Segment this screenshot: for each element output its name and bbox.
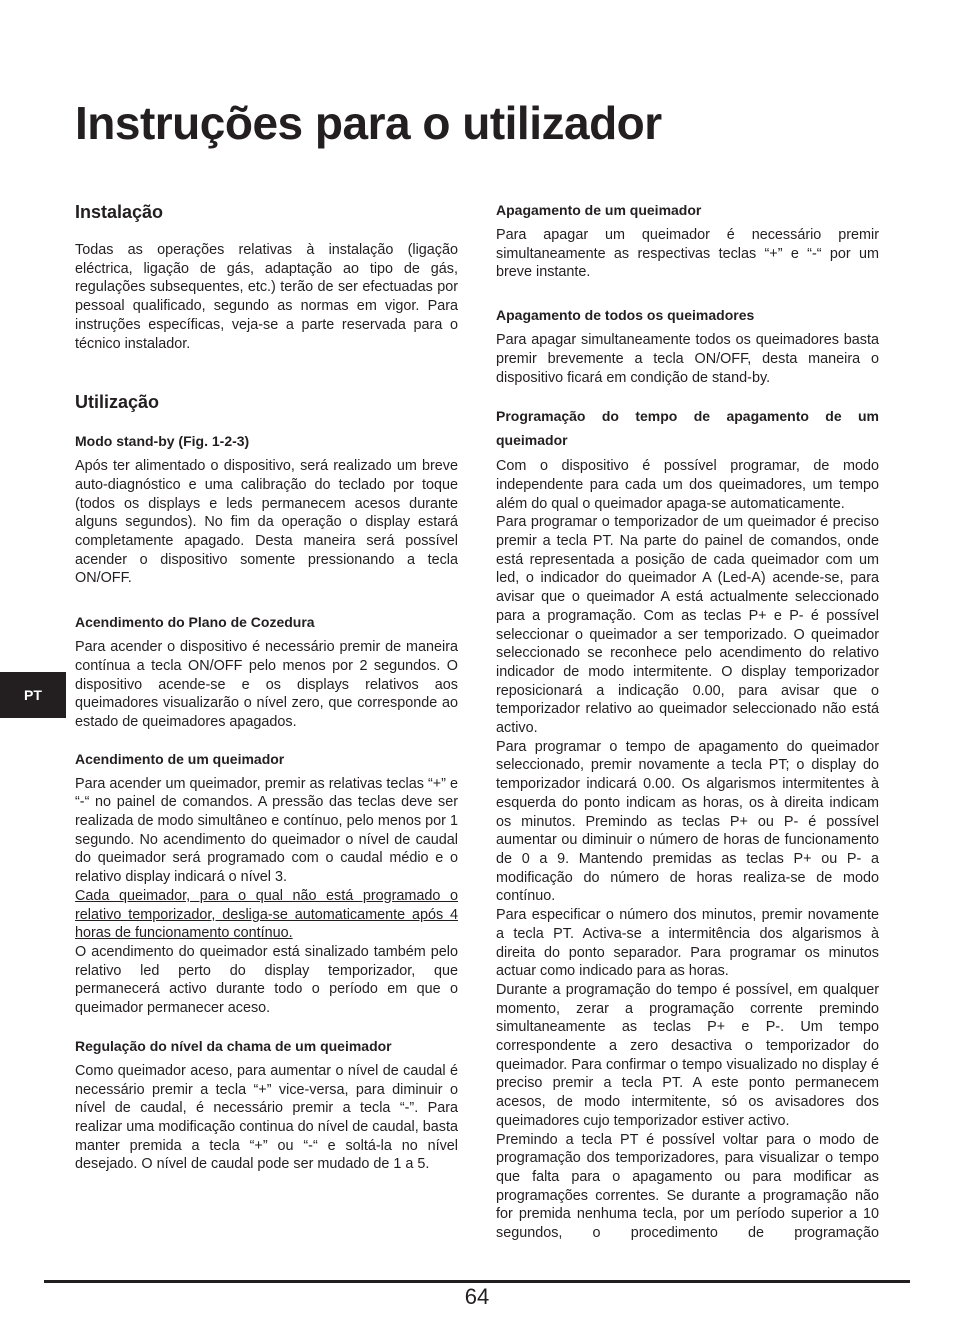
programacao-p5: Durante a programação do tempo é possível, em qualquer momento, zerar a programação corrente premindo simultaneamente as teclas P+ e P-. Um tempo correspondente a zero desactiva o temporizador do queimador. Para confirmar o tempo visualizado no display é preciso premir a tecla PT. A este ponto permanecem acesos, de modo intermitente, só os avisadores dos queimadores cujo temporizador estiver activo. xyxy=(496,981,879,1129)
left-column xyxy=(75,200,458,1174)
acendimento-plano-text: Para acender o dispositivo é necessário premir de maneira contínua a tecla ON/OFF pelo menos por 2 segundos. O dispositivo acende-se e os displays relativos aos queimadores visualizarão o nível zero, que corresponde ao estado de queimadores apagados. xyxy=(75,639,458,730)
programacao-p2: Para programar o temporizador de um queimador é preciso premir a tecla PT. Na parte do painel de comandos, onde está representada a posição de cada queimador com um led, o indicador do queimador A (Led-A) acende-se, para avisar que o queimador A está actualmente seleccionado para a programação. Com as teclas P+ e P- é possível seleccionar o queimador a ser temporizado. O queimador seleccionado se reconhece pelo acendimento do relativo indicador de modo intermitente. O display temporizador reposicionará a indicação 0.00, para avisar que o temporizador relativo ao queimador seleccionado não está activo. xyxy=(496,514,879,737)
programacao-p1: Com o dispositivo é possível programar, de modo independente para cada um dos queimadores, um tempo além do qual o queimador apaga-se automaticamente. xyxy=(496,458,879,512)
right-column xyxy=(496,200,879,1243)
apagamento-um-text: Para apagar um queimador é necessário premir simultaneamente as respectivas teclas “+” e “-“ por um breve instante. xyxy=(496,227,879,281)
section-heading-instalacao: Instalação xyxy=(75,202,164,222)
subheading-apagamento-um: Apagamento de um queimador xyxy=(496,202,702,218)
subheading-acendimento-queimador: Acendimento de um queimador xyxy=(75,750,285,767)
standby-text: Após ter alimentado o dispositivo, será realizado um breve auto-diagnóstico e uma calibração do teclado por toque (todos os displays e leds permanecem acesos durante alguns segundos). No fim da operação o display estará completamente apagado. Desta maneira será possível acender o dispositivo somente pressionando a tecla ON/OFF. xyxy=(75,458,458,587)
acendimento-queimador-text-2: O acendimento do queimador está sinalizado também pelo relativo led perto do display temporizador, que permanecerá activo durante todo o período em que o queimador permanecer aceso. xyxy=(75,943,458,1017)
programacao-p4: Para especificar o número dos minutos, premir novamente a tecla PT. Activa-se a intermitência dos algarismos à direita do ponto separador. Para programar os minutos actuar como indicado para as horas. xyxy=(496,907,879,980)
acendimento-queimador-warning: Cada queimador, para o qual não está programado o relativo temporizador, desliga-se automaticamente após 4 horas de funcionamento contínuo. xyxy=(75,887,458,942)
subheading-programacao: Programação do tempo de apagamento de um queimador xyxy=(496,408,879,449)
apagamento-todos-text: Para apagar simultaneamente todos os queimadores basta premir brevemente a tecla ON/OFF, desta maneira o dispositivo ficará em condição de stand-by. xyxy=(496,332,879,386)
instalacao-text: Todas as operações relativas à instalação (ligação eléctrica, ligação de gás, adaptação ao tipo de gás, regulações subsequentes, etc.) terão de ser efectuadas por pessoal qualificado, segundo as normas em vigor. Para instruções específicas, veja-se a parte reservada para o técnico instalador. xyxy=(75,242,458,352)
subheading-standby: Modo stand-by (Fig. 1-2-3) xyxy=(75,433,250,450)
subheading-apagamento-todos: Apagamento de todos os queimadores xyxy=(496,307,755,324)
subheading-acendimento-plano: Acendimento do Plano de Cozedura xyxy=(75,614,315,631)
regulacao-text: Como queimador aceso, para aumentar o nível de caudal é necessário premir a tecla “+” vice-versa, para diminuir o nível de caudal, é necessário premir a tecla “-”. Para realizar uma modificação continua do nível de caudal, basta manter premida a tecla “+” ou “-“ e soltá-la no nível desejado. O nível de caudal pode ser mudado de 1 a 5. xyxy=(75,1062,458,1173)
acendimento-queimador-text: Para acender um queimador, premir as relativas teclas “+” e “-“ no painel de comandos. A pressão das teclas deve ser realizada de modo simultâneo e contínuo, pelo menos por 1 segundo. No acendimento do queimador o nível de caudal do queimador será programado com o caudal médio e o relativo display indicará o nível 3. xyxy=(75,775,458,886)
language-tab: PT xyxy=(0,672,66,718)
section-heading-utilizacao: Utilização xyxy=(75,392,160,413)
programacao-p3: Para programar o tempo de apagamento do queimador seleccionado, premir novamente a tecla PT; o display do temporizador indicará 0.00. Os algarismos intermitentes à esquerda do ponto indicam as horas, os à direita indicam os minutos. Premindo as teclas P+ ou P- é possível aumentar ou diminuir o número de horas de funcionamento de 0 a 9. Mantendo premidas as teclas P+ ou P- a modificação do número de horas realiza-se de modo contínuo. xyxy=(496,738,879,905)
subheading-regulacao: Regulação do nível da chama de um queimador xyxy=(75,1037,392,1054)
page-title: Instruções para o utilizador xyxy=(75,97,662,149)
page-number: 64 xyxy=(464,1284,490,1309)
programacao-p6: Premindo a tecla PT é possível voltar para o modo de programação dos temporizadores, para visualizar o tempo que falta para o apagamento ou para modificar as programações correntes. Se durante a programação não for premida nenhuma tecla, por um período superior a 10 segundos, o procedimento de programação xyxy=(496,1131,879,1242)
